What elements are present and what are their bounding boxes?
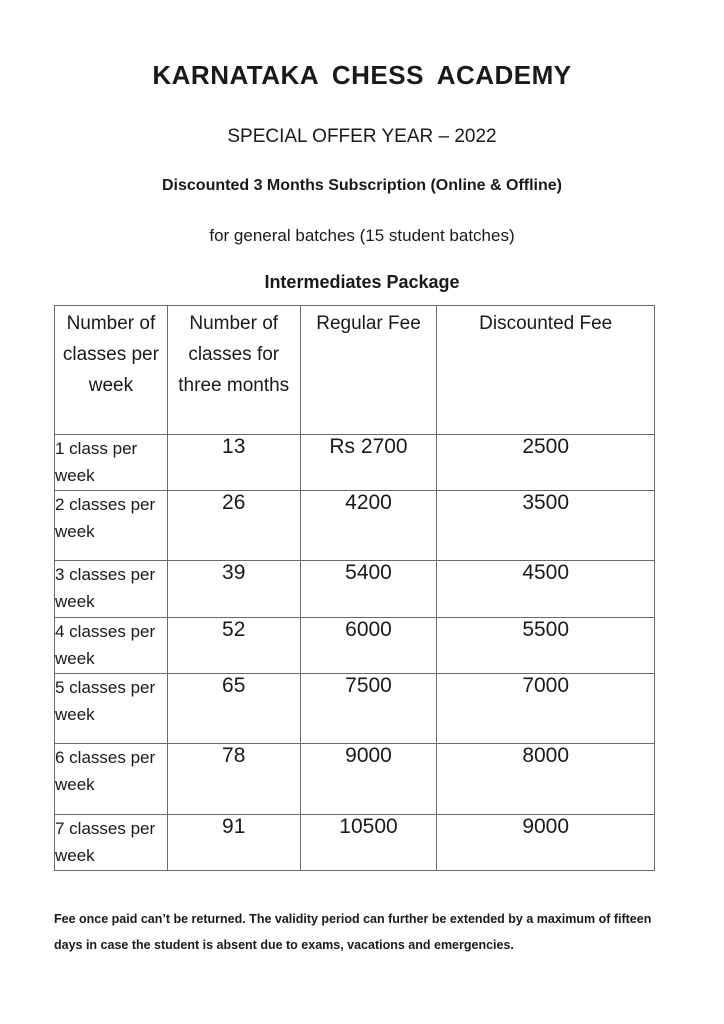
table-row — [55, 435, 655, 491]
batches-note: for general batches (15 student batches) — [209, 226, 515, 245]
row-regular-fee: 7500 — [300, 674, 437, 744]
row-label: 6 classes per week — [55, 744, 168, 815]
table-row — [55, 744, 655, 815]
row-classes: 91 — [167, 815, 300, 871]
table-row — [55, 561, 655, 618]
table-row — [55, 491, 655, 561]
offer-subtitle: SPECIAL OFFER YEAR – 2022 — [227, 126, 497, 147]
row-classes: 78 — [167, 744, 300, 815]
header-classes-per-week: Number of classes per week — [55, 306, 168, 435]
row-discounted-fee: 5500 — [437, 618, 655, 674]
row-label: 2 classes per week — [55, 491, 168, 561]
row-regular-fee: 5400 — [300, 561, 437, 618]
table-header-row — [55, 306, 655, 435]
fee-table — [54, 305, 655, 871]
row-regular-fee: 9000 — [300, 744, 437, 815]
row-regular-fee: Rs 2700 — [300, 435, 437, 491]
row-classes: 26 — [167, 491, 300, 561]
row-classes: 65 — [167, 674, 300, 744]
header-discounted-fee: Discounted Fee — [437, 306, 655, 435]
row-label: 3 classes per week — [55, 561, 168, 618]
row-regular-fee: 4200 — [300, 491, 437, 561]
row-label: 4 classes per week — [55, 618, 168, 674]
document-title: KARNATAKA CHESS ACADEMY — [152, 60, 572, 90]
row-label: 5 classes per week — [55, 674, 168, 744]
table-row — [55, 815, 655, 871]
row-classes: 52 — [167, 618, 300, 674]
row-discounted-fee: 4500 — [437, 561, 655, 618]
refund-policy-note: Fee once paid can’t be returned. The validity period can further be extended by a maximum of fifteen days in case the student is absent due to exams, vacations and emergencies. — [54, 912, 652, 952]
row-label: 1 class per week — [55, 435, 168, 491]
table-row — [55, 618, 655, 674]
row-discounted-fee: 3500 — [437, 491, 655, 561]
subscription-heading: Discounted 3 Months Subscription (Online & Offline) — [162, 177, 562, 194]
row-discounted-fee: 8000 — [437, 744, 655, 815]
row-discounted-fee: 7000 — [437, 674, 655, 744]
row-regular-fee: 6000 — [300, 618, 437, 674]
header-regular-fee: Regular Fee — [300, 306, 437, 435]
row-label: 7 classes per week — [55, 815, 168, 871]
row-regular-fee: 10500 — [300, 815, 437, 871]
header-classes-three-months: Number of classes for three months — [167, 306, 300, 435]
row-classes: 13 — [167, 435, 300, 491]
table-row — [55, 674, 655, 744]
row-classes: 39 — [167, 561, 300, 618]
package-heading: Intermediates Package — [264, 272, 460, 292]
row-discounted-fee: 2500 — [437, 435, 655, 491]
row-discounted-fee: 9000 — [437, 815, 655, 871]
